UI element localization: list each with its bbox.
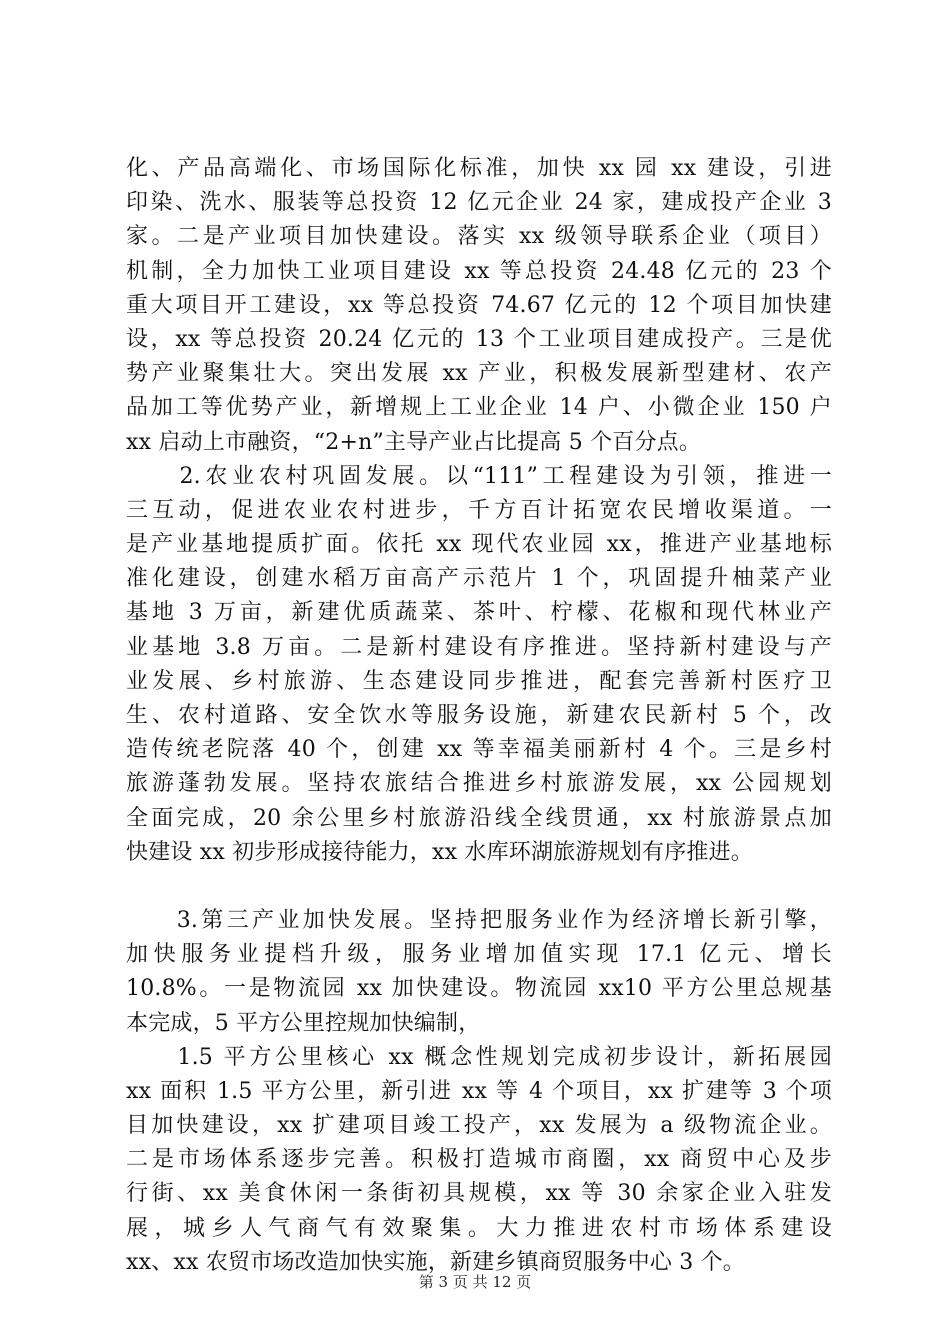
text-line: 重大项目开工建设，xx 等总投资 74.67 亿元的 12 个项目加快建	[126, 292, 832, 318]
text-line: xx 面积 1.5 平方公里，新引进 xx 等 4 个项目，xx 扩建等 3 个项	[126, 1078, 832, 1104]
text-line: 加快服务业提档升级，服务业增加值实现 17.1 亿元、增长	[126, 942, 832, 968]
text-line: 全面完成，20 余公里乡村旅游沿线全线贯通，xx 村旅游景点加	[126, 805, 832, 831]
text-line: 造传统老院落 40 个，创建 xx 等幸福美丽新村 4 个。三是乡村	[126, 737, 832, 763]
text-line: 3.第三产业加快发展。坚持把服务业作为经济增长新引擎，	[126, 907, 832, 933]
text-line: 行街、xx 美食休闲一条街初具规模，xx 等 30 余家企业入驻发	[126, 1181, 832, 1207]
text-line: 2.农业农村巩固发展。以“111”工程建设为引领，推进一	[126, 463, 832, 489]
text-line: 准化建设，创建水稻万亩高产示范片 1 个，巩固提升柚菜产业	[126, 566, 832, 592]
text-line: 10.8%。一是物流园 xx 加快建设。物流园 xx10 平方公里总规基	[126, 976, 832, 1002]
text-line: 生、农村道路、安全饮水等服务设施，新建农民新村 5 个，改	[126, 703, 832, 728]
text-line: 1.5 平方公里核心 xx 概念性规划完成初步设计，新拓展园	[126, 1044, 832, 1070]
text-line: 化、产品高端化、市场国际化标准，加快 xx 园 xx 建设，引进	[126, 156, 832, 181]
text-line: 展，城乡人气商气有效聚集。大力推进农村市场体系建设	[126, 1215, 832, 1241]
text-line: xx 启动上市融资，“2+n”主导产业占比提高 5 个百分点。	[126, 429, 702, 455]
text-line: 业发展、乡村旅游、生态建设同步推进，配套完善新村医疗卫	[126, 668, 832, 694]
text-line: 本完成，5 平方公里控规加快编制，	[126, 1010, 481, 1036]
body-text	[126, 152, 832, 1280]
page-number: 第 3 页 共 12 页	[418, 1273, 532, 1291]
text-line: 机制，全力加快工业项目建设 xx 等总投资 24.48 亿元的 23 个	[126, 258, 832, 284]
text-line: 目加快建设，xx 扩建项目竣工投产，xx 发展为 a 级物流企业。	[126, 1113, 832, 1139]
text-line: 业基地 3.8 万亩。二是新村建设有序推进。坚持新村建设与产	[126, 634, 832, 660]
text-line: xx、xx 农贸市场改造加快实施，新建乡镇商贸服务中心 3 个。	[126, 1249, 746, 1275]
text-line: 三互动，促进农业农村进步，千方百计拓宽农民增收渠道。一	[126, 497, 832, 523]
text-line: 印染、洗水、服装等总投资 12 亿元企业 24 家，建成投产企业 3	[126, 190, 832, 216]
text-line: 家。二是产业项目加快建设。落实 xx 级领导联系企业（项目）	[126, 224, 832, 250]
text-line: 基地 3 万亩，新建优质蔬菜、茶叶、柠檬、花椒和现代林业产	[126, 600, 832, 626]
text-line: 快建设 xx 初步形成接待能力，xx 水库环湖旅游规划有序推进。	[126, 839, 754, 865]
text-line: 设，xx 等总投资 20.24 亿元的 13 个工业项目建成投产。三是优	[126, 326, 832, 352]
paragraph-gap	[126, 870, 832, 904]
text-line: 二是市场体系逐步完善。积极打造城市商圈，xx 商贸中心及步	[126, 1147, 832, 1173]
text-line: 品加工等优势产业，新增规上工业企业 14 户、小微企业 150 户	[126, 395, 832, 421]
page-footer	[0, 1272, 950, 1292]
text-line: 旅游蓬勃发展。坚持农旅结合推进乡村旅游发展，xx 公园规划	[126, 771, 832, 797]
text-line: 势产业聚集壮大。突出发展 xx 产业，积极发展新型建材、农产	[126, 361, 832, 387]
text-line: 是产业基地提质扩面。依托 xx 现代农业园 xx，推进产业基地标	[126, 532, 832, 558]
